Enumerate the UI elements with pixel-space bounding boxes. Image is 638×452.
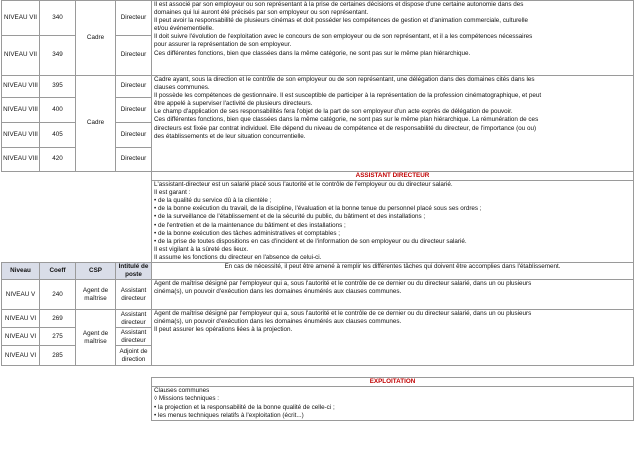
table-row: [2, 387, 634, 420]
description-cell: [152, 310, 634, 366]
niveau-cell: NIVEAU VII: [2, 36, 40, 76]
description-line: L'assistant-directeur est un salarié placé sous l'autorité et le contrôle de l'employeur ou du directeur salarié.: [154, 181, 453, 189]
coeff-cell: 349: [40, 36, 76, 76]
description-line: pour assurer la représentation de son employeur.: [154, 41, 292, 49]
header-csp: CSP: [76, 263, 116, 280]
description-line: • de la surveillance de l'établissement et de la sécurité du public, du bâtiment et des installations ;: [154, 213, 426, 221]
table-row: [2, 310, 634, 328]
niveau-cell: NIVEAU VII: [2, 1, 40, 36]
description-cell: [152, 76, 634, 172]
poste-cell: Assistant directeur: [116, 328, 152, 346]
description-line: Il possède les compétences de gestionnaire. Il est susceptible de participer à la représentation de la profession cinématographique, et peut: [154, 92, 542, 100]
poste-cell: Directeur: [116, 98, 152, 123]
table-row: [2, 1, 634, 36]
poste-cell: Assistant directeur: [116, 280, 152, 310]
table-row: [2, 76, 634, 98]
description-line: directeurs est fixée par contrat individuel. Elle dépend du niveau de compétence et de responsabilité du directeur, de l'importance (ou ou): [154, 124, 537, 132]
niveau-cell: NIVEAU VI: [2, 328, 40, 346]
description-cell: [152, 1, 634, 76]
description-line: Il doit suivre l'évolution de l'exploitation avec le concours de son employeur ou de son représentant, et il a les compétences nécessaires: [154, 33, 533, 41]
description-line: Il est vigilant à la sûreté des lieux.: [154, 245, 249, 253]
niveau-cell: NIVEAU VIII: [2, 98, 40, 123]
description-line: être appelé à superviser l'activité de plusieurs directeurs.: [154, 100, 313, 108]
header-coeff: Coeff: [40, 263, 76, 280]
niveau-cell: NIVEAU VIII: [2, 123, 40, 148]
poste-cell: Directeur: [116, 76, 152, 98]
poste-cell: Directeur: [116, 36, 152, 76]
coeff-cell: 395: [40, 76, 76, 98]
coeff-cell: 340: [40, 1, 76, 36]
section-title: ASSISTANT DIRECTEUR: [152, 172, 634, 181]
niveau-cell: NIVEAU V: [2, 280, 40, 310]
description-line: clauses communes.: [154, 84, 210, 92]
niveau-cell: NIVEAU VIII: [2, 76, 40, 98]
poste-cell: Assistant directeur: [116, 310, 152, 328]
description-line: cinéma(s), un pouvoir d'exécution dans les domaines énumérés aux clauses communes.: [154, 288, 402, 296]
description-line: des établissements et de leur situation concurrentielle.: [154, 132, 306, 140]
coeff-cell: 285: [40, 346, 76, 366]
csp-cell: Cadre: [76, 76, 116, 172]
description-line: Il peut avoir la responsabilité de plusieurs cinémas et doit posséder les compétences de gestion et d'animation commerciale, culturelle: [154, 17, 528, 25]
description-line: Clauses communes: [154, 387, 210, 395]
description-line: • de la prise de toutes dispositions en cas d'incident et de l'information de son employeur ou du directeur salarié.: [154, 237, 467, 245]
description-line: • la projection et la responsabilité de la bonne qualité de celle-ci ;: [154, 403, 335, 411]
coeff-cell: 275: [40, 328, 76, 346]
description-line: En cas de nécessité, il peut être amené à remplir les différentes tâches qui doivent être accomplies dans l'établissement.: [152, 263, 634, 280]
description-cell: [152, 181, 634, 263]
table-row: [2, 378, 634, 387]
header-intitule: Intitulé de poste: [116, 263, 152, 280]
table-row: [2, 181, 634, 263]
description-line: Il est garant :: [154, 189, 191, 197]
table-row: [2, 280, 634, 310]
coeff-cell: 405: [40, 123, 76, 148]
description-line: • de la bonne exécution du travail, de la discipline, l'évaluation et la bonne tenue du personnel placé sous ses ordres ;: [154, 205, 482, 213]
description-line: Il est associé par son employeur ou son représentant à la prise de certaines décisions et dispose d'une certaine autonomie dans des: [154, 1, 524, 8]
description-line: Ces différentes fonctions, bien que classées dans la même catégorie, ne sont pas sur le même plan hiérarchique.: [154, 49, 471, 57]
description-line: Cadre ayant, sous la direction et le contrôle de son employeur ou de son représentant, une délégation dans des domaines cités dans les: [154, 76, 535, 83]
table-header-row: [2, 263, 634, 280]
description-line: • les menus techniques relatifs à l'exploitation (écrit...): [154, 411, 304, 419]
poste-cell: Adjoint de direction: [116, 346, 152, 366]
description-cell: [152, 387, 634, 420]
description-line: • de la qualité du service dû à la clientèle ;: [154, 197, 272, 205]
niveau-cell: NIVEAU VI: [2, 310, 40, 328]
description-cell: [152, 280, 634, 310]
description-line: Il assume les fonctions du directeur en l'absence de celui-ci.: [154, 253, 322, 261]
description-line: Ces différentes fonctions, bien que classées dans la même catégorie, ne sont pas sur le même plan hiérarchique. La rémunération de ces: [154, 116, 539, 124]
description-line: Agent de maîtrise désigné par l'employeur qui a, sous l'autorité et le contrôle de ce dernier ou du directeur salarié, dans un ou plusieurs: [154, 280, 532, 288]
description-line: • de l'entretien et de la maintenance du bâtiment et des installations ;: [154, 221, 346, 229]
niveau-cell: NIVEAU VI: [2, 346, 40, 366]
description-line: cinéma(s), un pouvoir d'exécution dans les domaines énumérés aux clauses communes.: [154, 318, 402, 326]
csp-cell: Agent de maîtrise: [76, 310, 116, 366]
section-title: EXPLOITATION: [152, 378, 634, 387]
description-line: Le champ d'application de ses responsabilités fera l'objet de la part de son employeur d'un acte exprès de délégation de pouvoir.: [154, 108, 513, 116]
table-row: [2, 172, 634, 181]
description-line: Il peut assurer les opérations liées à la projection.: [154, 326, 293, 334]
poste-cell: Directeur: [116, 1, 152, 36]
coeff-cell: 420: [40, 148, 76, 172]
description-line: ◊ Missions techniques :: [154, 395, 220, 403]
coeff-cell: 400: [40, 98, 76, 123]
poste-cell: Directeur: [116, 123, 152, 148]
classification-table: [1, 0, 634, 421]
description-line: • de la bonne exécution des tâches administratives et comptables ;: [154, 229, 340, 237]
description-line: domaines qui lui auront été précisés par son employeur ou son représentant.: [154, 9, 369, 17]
poste-cell: Directeur: [116, 148, 152, 172]
csp-cell: Agent de maîtrise: [76, 280, 116, 310]
coeff-cell: 240: [40, 280, 76, 310]
coeff-cell: 269: [40, 310, 76, 328]
table-row: [2, 366, 634, 378]
niveau-cell: NIVEAU VIII: [2, 148, 40, 172]
description-line: et/ou événementielle.: [154, 25, 214, 33]
csp-cell: Cadre: [76, 1, 116, 76]
description-line: Agent de maîtrise désigné par l'employeur qui a, sous l'autorité et le contrôle de ce dernier ou du directeur salarié, dans un ou plusieurs: [154, 310, 532, 318]
header-niveau: Niveau: [2, 263, 40, 280]
